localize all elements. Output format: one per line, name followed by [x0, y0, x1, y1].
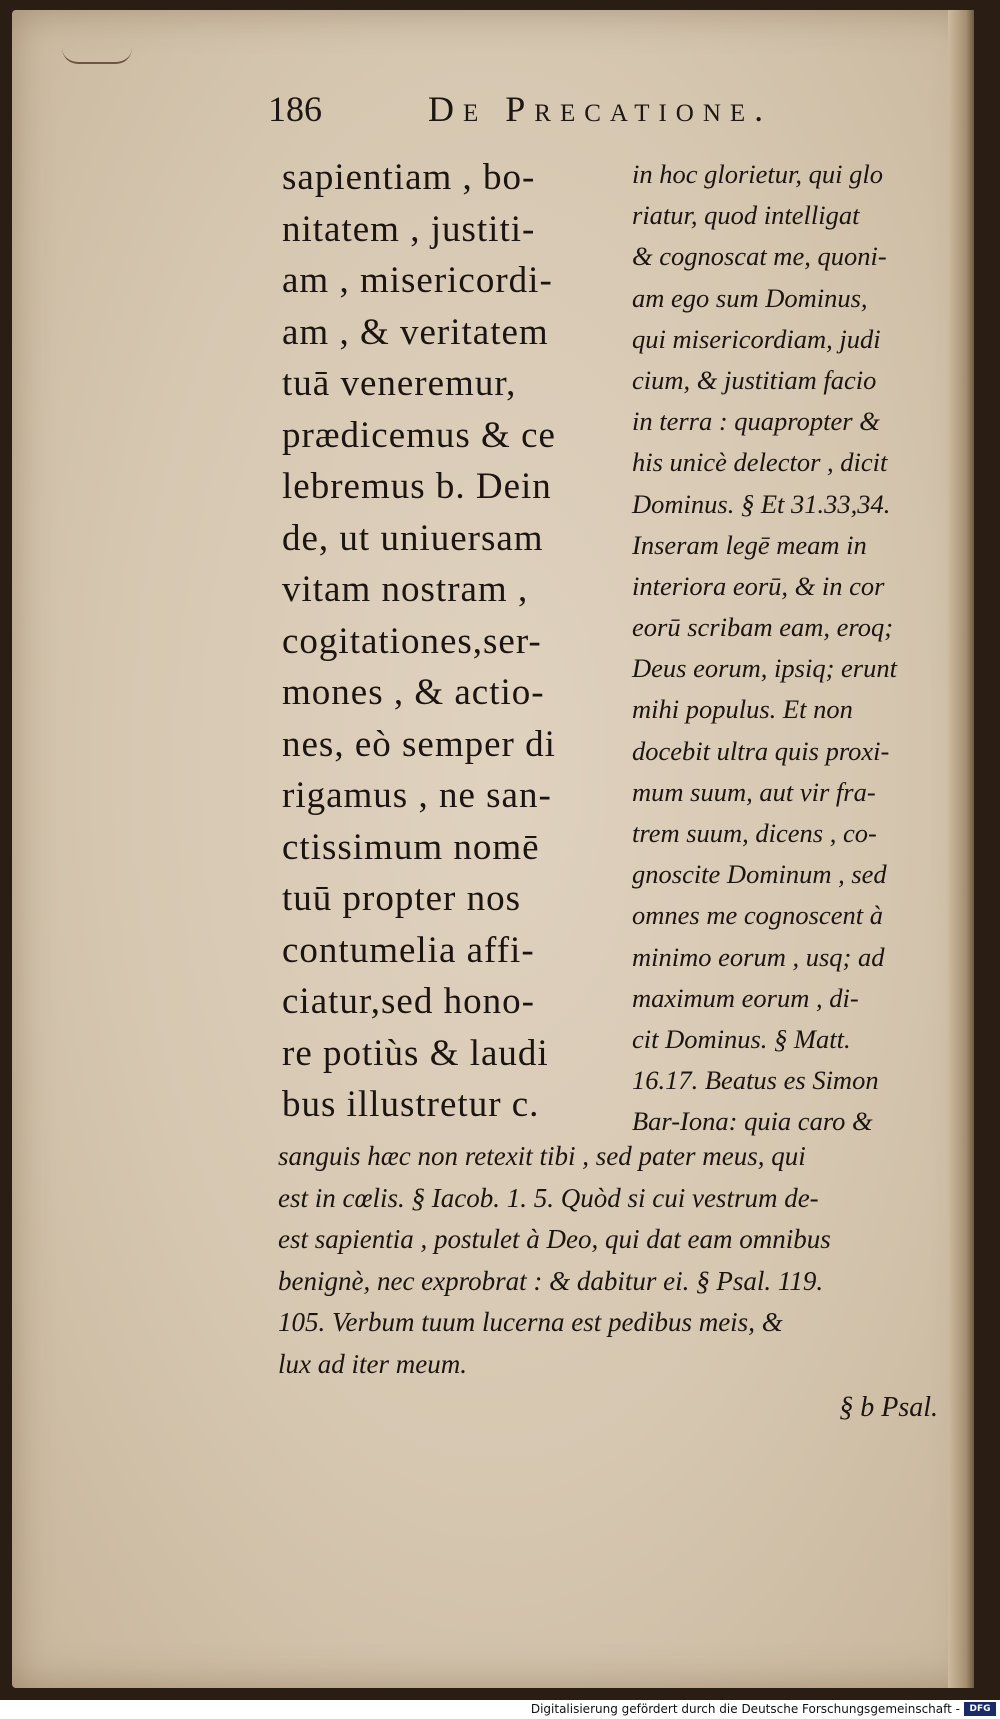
note-line: sanguis hæc non retexit tibi , sed pater meus, qui	[278, 1141, 806, 1171]
text-line: cogitationes,ser-	[282, 620, 542, 662]
note-line: riatur, quod intelligat	[632, 200, 860, 231]
note-line: qui misericordiam, judi	[632, 323, 881, 354]
funding-credit: Digitalisierung gefördert durch die Deutsche Forschungsgemeinschaft -	[530, 1702, 960, 1716]
text-line: re potiùs & laudi	[282, 1032, 549, 1074]
text-line: sapientiam , bo-	[282, 157, 536, 198]
running-title: De Precatione.	[428, 89, 773, 129]
text-line: nitatem , justiti-	[282, 208, 536, 250]
note-line: Deus eorum, ipsiq; erunt	[632, 653, 897, 684]
dfg-logo: DFG	[964, 1702, 996, 1716]
note-line: gnoscite Dominum , sed	[632, 859, 887, 890]
note-line: 16.17. Beatus es Simon	[632, 1065, 879, 1096]
note-line: Inseram legē meam in	[632, 529, 867, 560]
text-line: am , & veritatem	[282, 311, 549, 353]
text-line: tuū propter nos	[282, 878, 522, 919]
text-line: bus illustretur c.	[282, 1084, 540, 1125]
full-width-notes	[278, 1136, 958, 1385]
note-line: his unicè delector , dicit	[632, 447, 888, 478]
note-line: cium, & justitiam facio	[632, 364, 877, 395]
note-line: trem suum, dicens , co-	[632, 818, 877, 848]
note-line: lux ad iter meum.	[278, 1348, 467, 1379]
text-line: lebremus b. Dein	[282, 466, 552, 507]
text-line: tuā veneremur,	[282, 363, 517, 404]
note-line: eorū scribam eam, eroq;	[632, 612, 894, 643]
note-line: in terra : quapropter &	[632, 406, 880, 437]
text-line: ciatur,sed hono-	[282, 981, 535, 1022]
text-line: ctissimum nomē	[282, 826, 540, 868]
note-line: benignè, nec exprobrat : & dabitur ei. § Psal. 119.	[278, 1265, 824, 1296]
note-line: maximum eorum , di-	[632, 982, 859, 1013]
text-line: contumelia affi-	[282, 929, 535, 971]
digitization-footer	[0, 1700, 1000, 1719]
note-line: am ego sum Dominus,	[632, 282, 868, 313]
note-line: est sapientia , postulet à Deo, qui dat eam omnibus	[278, 1224, 831, 1254]
text-line: mones , & actio-	[282, 672, 545, 713]
text-line: prædicemus & ce	[282, 414, 556, 456]
note-line: est in cœlis. § Iacob. 1. 5. Quòd si cui vestrum de-	[278, 1182, 819, 1213]
right-margin-notes-column	[632, 154, 962, 1143]
note-line: 105. Verbum tuum lucerna est pedibus meis, &	[278, 1307, 783, 1337]
text-line: am , misericordi-	[282, 260, 553, 301]
note-line: docebit ultra quis proxi-	[632, 735, 890, 766]
text-line: nes, eò semper di	[282, 723, 556, 765]
page-number: 186	[268, 89, 322, 129]
note-line: mum suum, aut vir fra-	[632, 776, 876, 807]
note-line: interiora eorū, & in cor	[632, 570, 885, 601]
note-line: mihi populus. Et non	[632, 694, 853, 725]
text-line: de, ut uniuersam	[282, 517, 544, 559]
note-line: Bar-Iona: quia caro &	[632, 1106, 873, 1137]
catchword: § b Psal.	[839, 1392, 938, 1423]
fold-mark	[62, 48, 132, 64]
note-line: in hoc glorietur, qui glo	[632, 159, 884, 189]
text-line: rigamus , ne san-	[282, 775, 552, 816]
note-line: minimo eorum , usq; ad	[632, 941, 885, 972]
note-line: cit Dominus. § Matt.	[632, 1023, 851, 1054]
note-line: Dominus. § Et 31.33,34.	[632, 488, 891, 519]
text-line: vitam nostram ,	[282, 569, 529, 610]
note-line: & cognoscat me, quoni-	[632, 241, 887, 272]
left-text-column	[282, 152, 612, 1131]
page-header	[268, 88, 948, 144]
note-line: omnes me cognoscent à	[632, 900, 883, 931]
